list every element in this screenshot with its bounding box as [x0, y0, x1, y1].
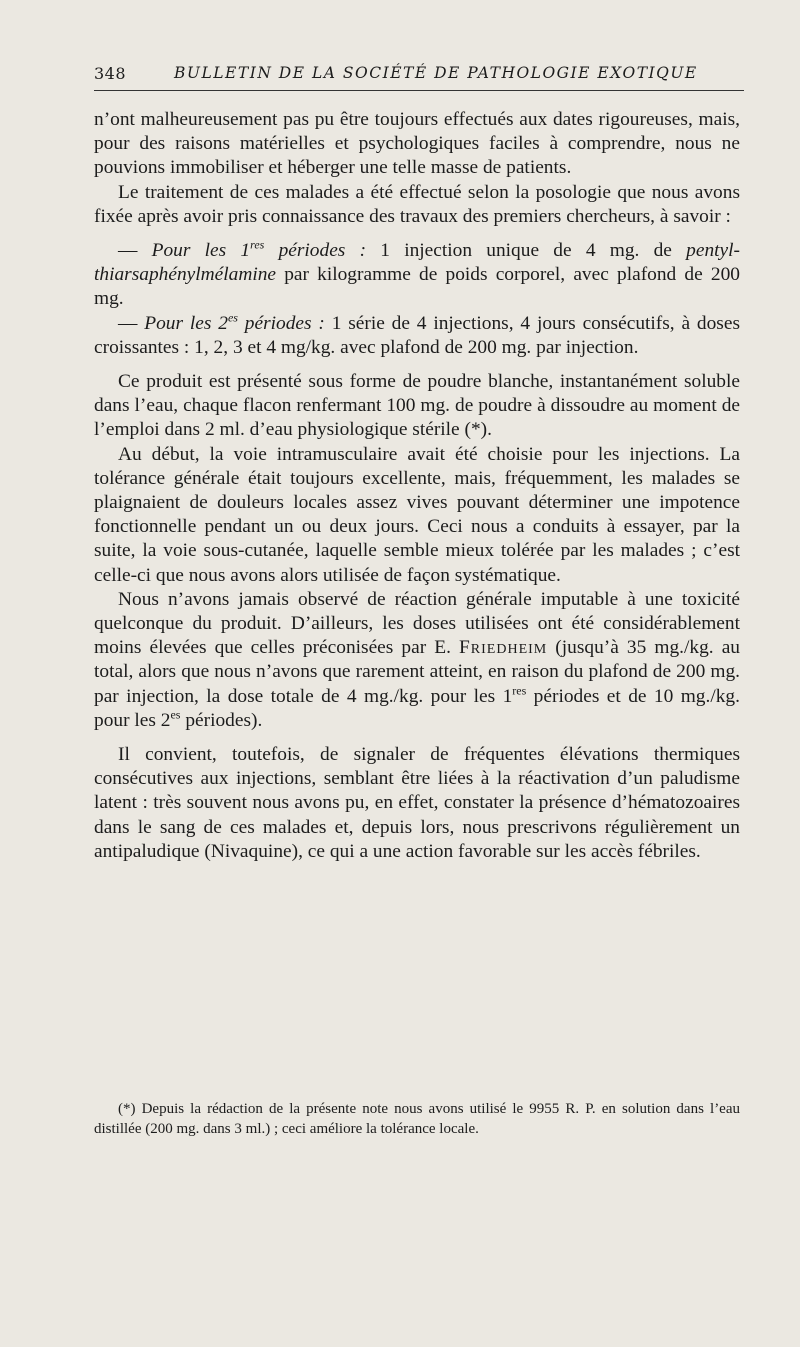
- dosage-first-periods: [94, 239, 740, 312]
- author-name: Friedheim: [459, 637, 548, 659]
- paragraph-2: Le traitement de ces malades a été effectué selon la posologie que nous avons fixée après avoir pris connaissance des travaux des premiers chercheurs, à savoir :: [94, 181, 740, 227]
- running-title: BULLETIN DE LA SOCIÉTÉ DE PATHOLOGIE EXOTIQUE: [174, 64, 698, 82]
- running-header: [94, 64, 744, 91]
- article-body: [94, 108, 740, 864]
- dosage-text: par kilogramme de poids corporel, avec plafond de 200 mg.: [94, 264, 740, 310]
- dosage-text: 1 série de 4 injections, 4 jours consécutifs, à doses croissantes : 1, 2, 3 et 4 mg/kg. avec plafond de 200 mg. par injection.: [94, 312, 741, 358]
- em-dash: —: [118, 240, 152, 262]
- page-number: 348: [94, 64, 127, 83]
- paragraph-5: Ce produit est présenté sous forme de poudre blanche, instantanément soluble dans l’eau, chaque flacon renfermant 100 mg. de poudre à dissoudre au moment de l’emploi dans 2 ml. d’eau physiologique stérile (*).: [94, 371, 740, 441]
- paragraph-8: Il convient, toutefois, de signaler de fréquentes élévations thermiques consécutives aux injections, semblant être liées à la réactivation d’un paludisme latent : très souvent nous avons pu, en effet, constater la présence d’hématozoaires dans le sang de ces malades et, depuis lors, nous prescrivons régulièrement un antipaludique (Nivaquine), ce qui a une action favorable sur les accès fébriles.: [94, 744, 740, 862]
- dosage-label: Pour les $2^{es}$ périodes :: [144, 310, 325, 334]
- dosage-text: 1 injection unique de 4 mg. de: [366, 240, 687, 262]
- footnote: (*) Depuis la rédaction de la présente note nous avons utilisé le 9955 R. P. en solution dans l’eau distillée (200 mg. dans 3 ml.) ; ceci améliore la tolérance locale.: [94, 1101, 740, 1137]
- paragraph-6: Au début, la voie intramusculaire avait été choisie pour les injections. La tolérance générale était toujours excellente, mais, fréquemment, les malades se plaignaient de douleurs locales assez vives pouvant déterminer une impotence fonctionnelle pendant un ou deux jours. Ceci nous a conduits à essayer, par la suite, la voie sous-cutanée, laquelle semble mieux tolérée par les malades ; c’est celle-ci que nous avons alors utilisée de façon systématique.: [94, 443, 740, 586]
- dosage-label: Pour les 1res périodes :: [151, 237, 367, 262]
- em-dash: —: [118, 312, 145, 334]
- dosage-second-periods: [94, 312, 740, 360]
- drug-name: pentyl-thiarsaphénylmélamine: [94, 240, 740, 286]
- paragraph-7: Nous n’avons jamais observé de réaction générale imputable à une toxicité quelconque du produit. D’ailleurs, les doses utilisées ont été considérablement moins élevées que celles préconisées par E. Friedheim (jusqu’à 35 mg./kg. au total, alors que nous n’avons que rarement atteint, en raison du plafond de 200 mg. par injection, la dose totale de 4 mg./kg. pour les 1res périodes et de 10 mg./kg. pour les $2^{es}$ périodes).: [94, 588, 741, 731]
- paragraph-1: n’ont malheureusement pas pu être toujours effectués aux dates rigoureuses, mais, pour des raisons matérielles et psychologiques faciles à comprendre, nous ne pouvions immobiliser et héberger une telle masse de patients.: [94, 109, 740, 179]
